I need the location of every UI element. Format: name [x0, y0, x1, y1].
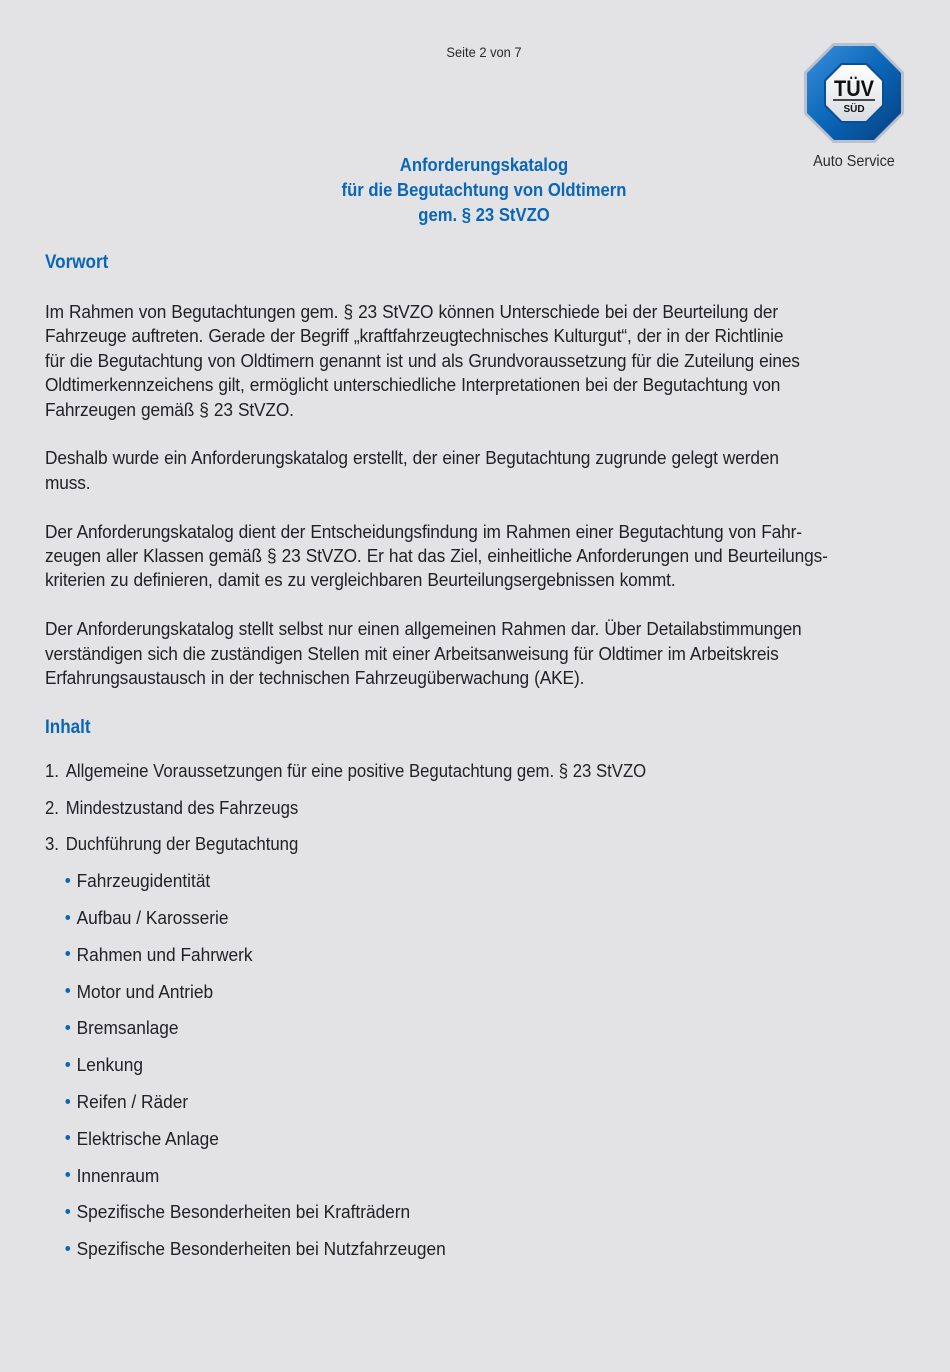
toc-number: 2.	[45, 796, 59, 818]
toc-item	[45, 826, 837, 863]
toc-subitem	[45, 1158, 863, 1195]
page-number: Seite 2 von 7	[446, 44, 522, 60]
logo-text-sued: SÜD	[843, 104, 865, 115]
toc-number: 3.	[45, 833, 59, 855]
text-line: Der Anforderungskatalog dient der Entscheidungsfindung im Rahmen einer Begutachtung von Fahr-	[45, 520, 802, 542]
toc-subitem	[45, 1121, 863, 1158]
bullet-icon	[65, 1172, 70, 1177]
toc-subitem	[45, 1231, 863, 1268]
bullet-icon	[65, 1246, 70, 1251]
bullet-icon	[65, 878, 70, 883]
title-line: für die Begutachtung von Oldtimern	[341, 179, 627, 200]
text-line: Deshalb wurde ein Anforderungskatalog erstellt, der einer Begutachtung zugrunde gelegt werden	[45, 447, 779, 469]
table-of-contents	[45, 753, 925, 1268]
bullet-icon	[65, 1209, 70, 1214]
text-line: Fahrzeugen gemäß § 23 StVZO.	[45, 398, 294, 420]
bullet-icon	[65, 1025, 70, 1030]
toc-subitem-label: Lenkung	[76, 1054, 143, 1076]
tuev-sued-logo	[803, 42, 905, 144]
bullet-icon	[65, 915, 70, 920]
bullet-icon	[65, 951, 70, 956]
paragraph	[45, 617, 925, 690]
toc-subitem-label: Spezifische Besonderheiten bei Nutzfahrzeugen	[76, 1238, 446, 1260]
text-line: Erfahrungsaustausch in der technischen Fahrzeugüberwachung (AKE).	[45, 667, 585, 689]
toc-number: 1.	[45, 759, 59, 781]
toc-subitem-label: Bremsanlage	[76, 1017, 179, 1039]
toc-subitem	[45, 1010, 863, 1047]
text-line: Der Anforderungskatalog stellt selbst nur einen allgemeinen Rahmen dar. Über Detailabstimmungen	[45, 618, 802, 640]
title-line: Anforderungskatalog	[399, 154, 569, 175]
toc-subitem	[45, 1194, 863, 1231]
tuev-sued-octagon-icon	[803, 42, 905, 144]
toc-subitem-label: Fahrzeugidentität	[76, 870, 211, 892]
toc-subitem	[45, 900, 863, 937]
bullet-icon	[65, 1099, 70, 1104]
toc-label: Duchführung der Begutachtung	[65, 833, 299, 855]
toc-subitem-label: Motor und Antrieb	[76, 980, 214, 1002]
text-line: Oldtimerkennzeichens gilt, ermöglicht unterschiedliche Interpretationen bei der Begutachtung von	[45, 374, 781, 396]
toc-subitem-label: Reifen / Räder	[76, 1091, 189, 1113]
toc-label: Mindestzustand des Fahrzeugs	[65, 796, 299, 818]
text-line: zeugen aller Klassen gemäß § 23 StVZO. Er hat das Ziel, einheitliche Anforderungen und Beurteilungs-	[45, 545, 828, 567]
text-line: Fahrzeuge auftreten. Gerade der Begriff „kraftfahrzeugtechnisches Kulturgut“, der in der Richtlinie	[45, 325, 784, 347]
bullet-icon	[65, 1062, 70, 1067]
bullet-icon	[65, 988, 70, 993]
toc-subitem-label: Elektrische Anlage	[76, 1127, 219, 1149]
toc-subitem-label: Rahmen und Fahrwerk	[76, 943, 253, 965]
toc-item	[45, 790, 837, 827]
text-line: kriterien zu definieren, damit es zu vergleichbaren Beurteilungsergebnissen kommt.	[45, 569, 676, 591]
document-title	[48, 152, 919, 227]
toc-subitem-label: Innenraum	[76, 1164, 160, 1186]
toc-subitem	[45, 974, 863, 1011]
logo-text-tuev: TÜV	[834, 76, 875, 101]
toc-label: Allgemeine Voraussetzungen für eine positive Begutachtung gem. § 23 StVZO	[65, 759, 647, 781]
toc-subitem	[45, 1047, 863, 1084]
logo-caption: Auto Service	[813, 153, 895, 170]
paragraph	[45, 446, 925, 495]
paragraph	[45, 300, 925, 422]
toc-subitem	[45, 1084, 863, 1121]
text-line: Im Rahmen von Begutachtungen gem. § 23 StVZO können Unterschiede bei der Beurteilung der	[45, 301, 778, 322]
document-body	[45, 250, 925, 1268]
text-line: für die Begutachtung von Oldtimern genannt ist und als Grundvoraussetzung für die Zuteilung eines	[45, 349, 800, 371]
bullet-icon	[65, 1135, 70, 1140]
text-line: verständigen sich die zuständigen Stellen mit einer Arbeitsanweisung für Oldtimer im Arbeitskreis	[45, 642, 779, 664]
toc-item	[45, 753, 837, 790]
toc-subitem	[45, 937, 863, 974]
title-line: gem. § 23 StVZO	[418, 204, 550, 225]
text-line: muss.	[45, 471, 91, 493]
section-heading-inhalt: Inhalt	[45, 716, 91, 738]
paragraph	[45, 520, 925, 593]
section-heading-vorwort: Vorwort	[45, 252, 109, 273]
toc-subitem-label: Aufbau / Karosserie	[76, 907, 229, 929]
toc-subitem-label: Spezifische Besonderheiten bei Krafträdern	[76, 1201, 411, 1223]
toc-subitem	[45, 863, 863, 900]
